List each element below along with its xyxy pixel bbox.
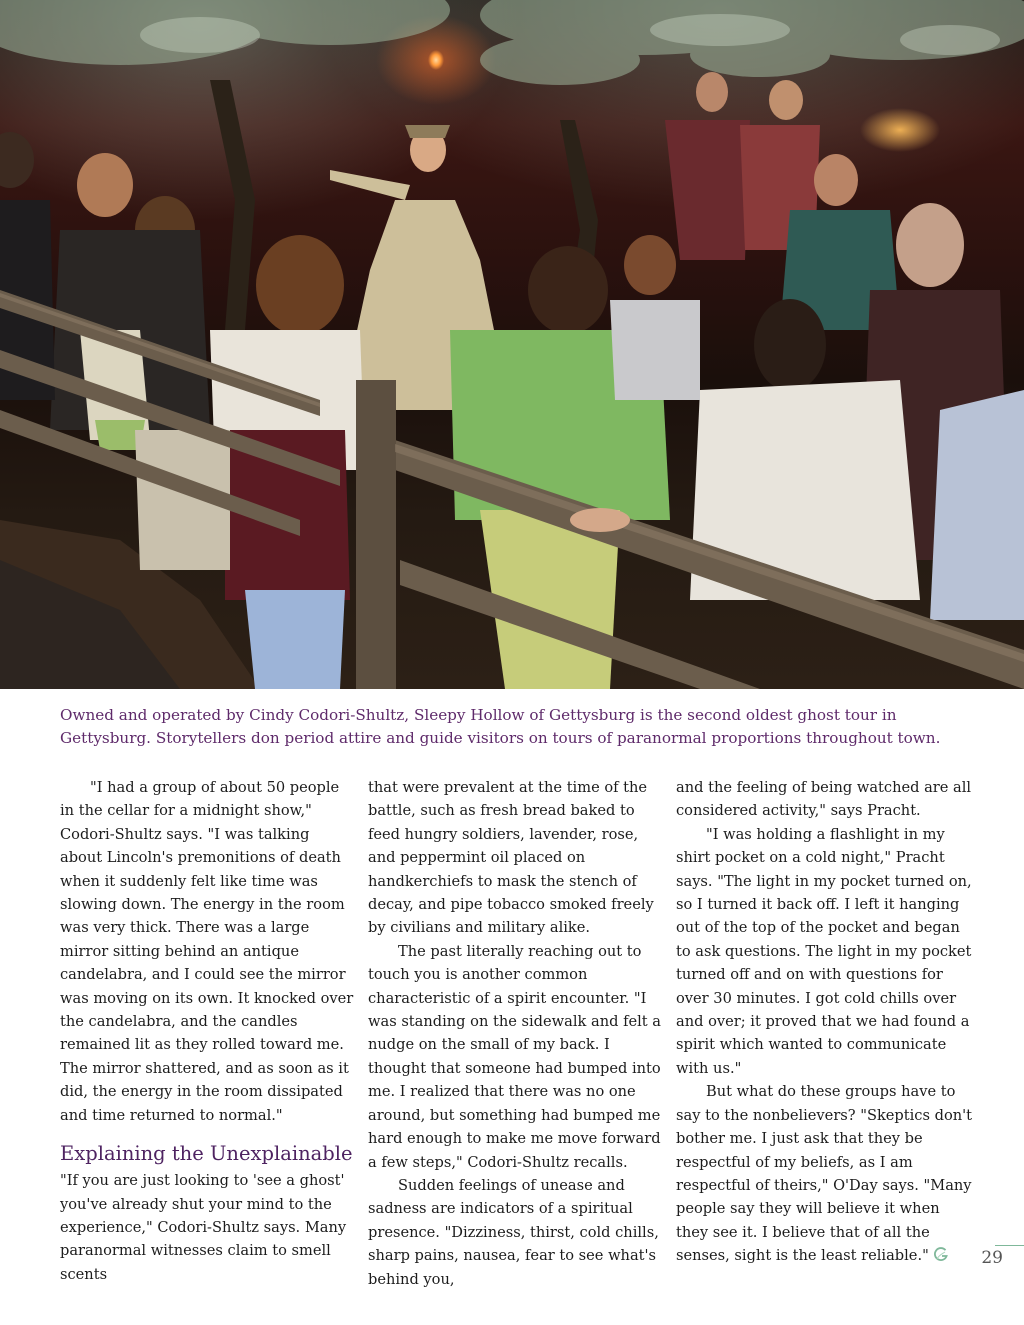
page-number: 29 — [981, 1248, 1003, 1268]
article-column-1 — [60, 776, 356, 1286]
article-column-2 — [368, 776, 664, 1291]
photo-caption: Owned and operated by Cindy Codori-Shultz, Sleepy Hollow of Gettysburg is the second oldest ghost tour in Gettysburg. Storytellers don period attire and guide visitors on tours of paranormal proportions throughout town. — [60, 706, 941, 747]
article-paragraph: The past literally reaching out to touch you is another common characteristic of a spirit encounter. "I was standing on the sidewalk and felt a nudge on the small of my back. I thought that someone had bumped into me. I realized that there was no one around, but something had bumped me hard enough to make me move forward a few steps," Codori-Shultz recalls. — [368, 942, 661, 1171]
page-number-rule — [995, 1245, 1024, 1246]
article-paragraph: Sudden feelings of unease and sadness are indicators of a spiritual presence. "Dizziness, thirst, cold chills, sharp pains, nausea, fear to see what's behind you, — [368, 1176, 659, 1288]
article-paragraph: "If you are just looking to 'see a ghost' you've already shut your mind to the experience," Codori-Shultz says. Many paranormal witnesses claim to smell scents — [60, 1172, 347, 1283]
article-paragraph: "I had a group of about 50 people in the cellar for a midnight show," Codori-Shultz says. "I was talking about Lincoln's premonitions of death when it suddenly felt like time was slowing down. The energy in the room was very thick. There was a large mirror sitting behind an antique candelabra, and I could see the mirror was moving on its own. It knocked over the candelabra, and the candles remained lit as they rolled toward me. The mirror shattered, and as soon as it did, the energy in the room dissipated and time returned to normal." — [60, 779, 354, 1124]
article-paragraph-text: But what do these groups have to say to the nonbelievers? "Skeptics don't bother me. I just ask that they be respectful of my beliefs, as I am respectful of theirs," O'Day says. "Many people say they will believe it when they see it. I believe that of all the senses, sight is the least reliable." — [676, 1083, 973, 1265]
article-paragraph: "I was holding a flashlight in my shirt pocket on a cold night," Pracht says. "The light in my pocket turned on, so I turned it back off. I left it hanging out of the top of the pocket and began to ask questions. The light in my pocket turned off and on with questions for over 30 minutes. I got cold chills over and over; it proved that we had found a spirit which wanted to communicate with us." — [676, 825, 972, 1077]
article-paragraph: and the feeling of being watched are all considered activity," says Pracht. — [676, 779, 972, 820]
g-logo-endmark-icon — [933, 1246, 949, 1262]
article-paragraph: that were prevalent at the time of the battle, such as fresh bread baked to feed hungry soldiers, lavender, rose, and peppermint oil placed on handkerchiefs to mask the stench of decay, and pipe tobacco smoked freely by civilians and military alike. — [368, 779, 654, 937]
article-column-3 — [676, 776, 972, 1268]
section-subhead: Explaining the Unexplainable — [60, 1142, 353, 1166]
article-paragraph-last — [676, 1080, 972, 1267]
